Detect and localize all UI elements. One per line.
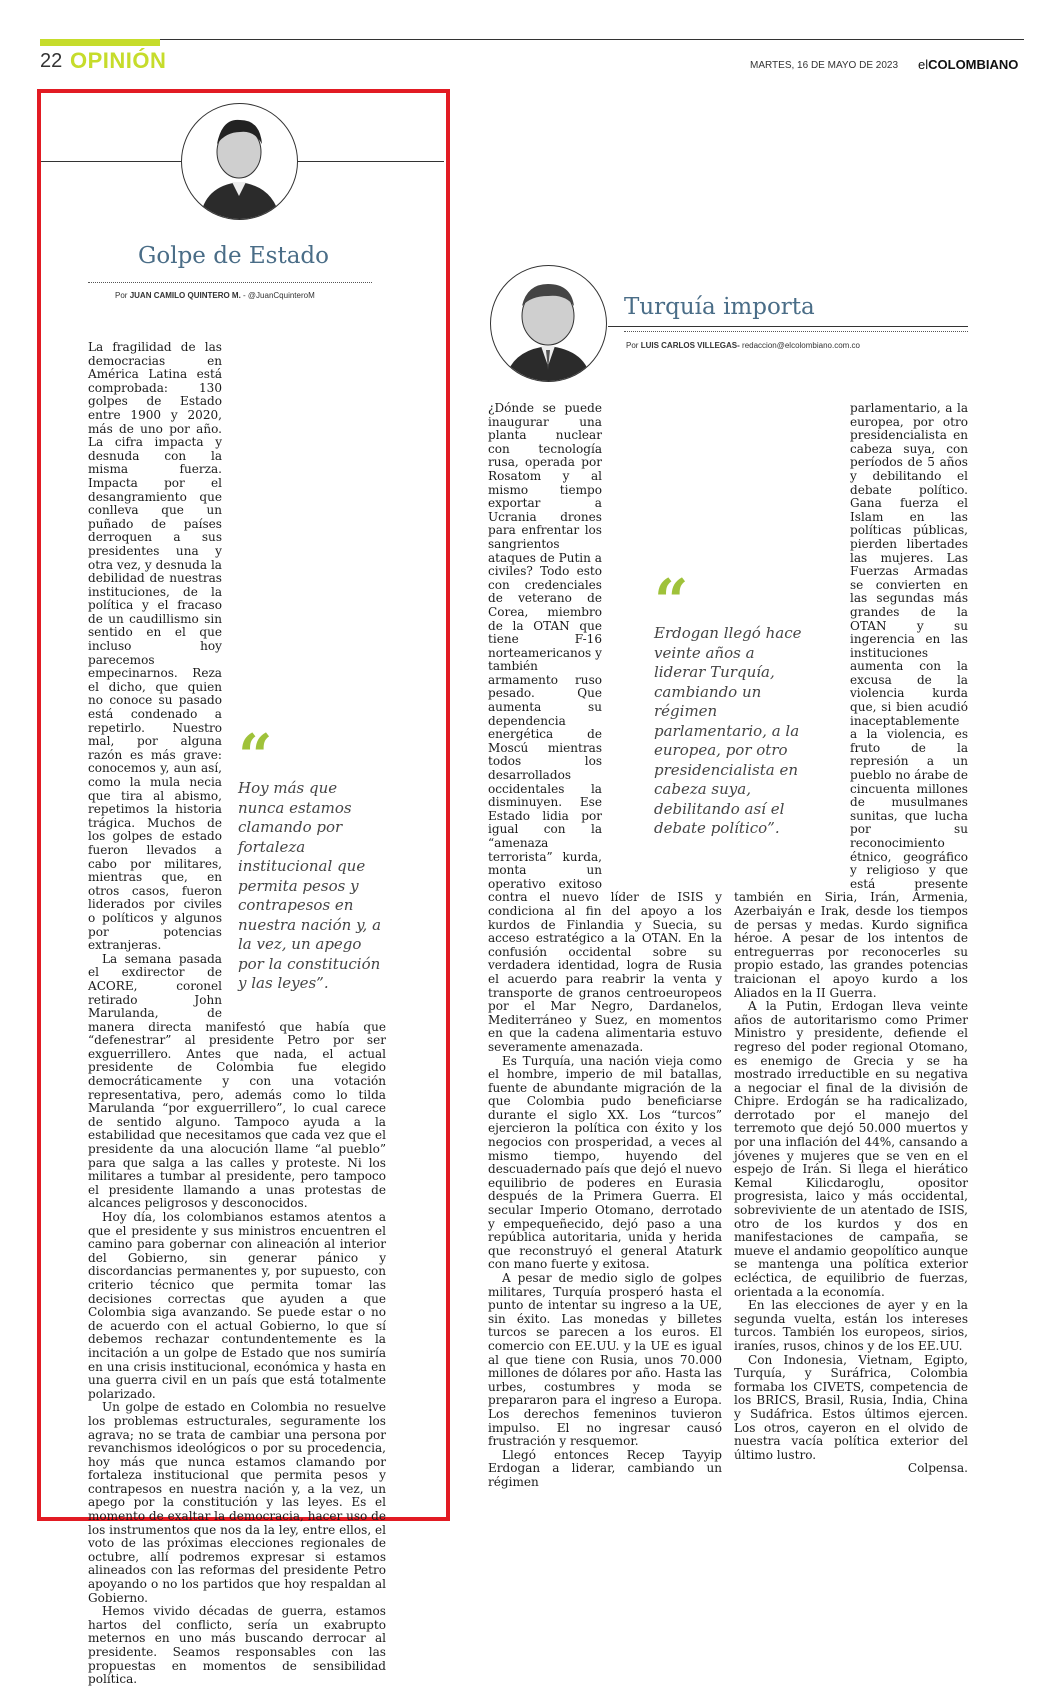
newspaper-logo: [918, 57, 1018, 72]
paragraph: La semana pasada el exdirector de ACORE, coronel retirado John Marulanda, de manera directa manifestó que había que “defenestrar” al presidente Petro por ser exguerrillero. Antes que nada, el actual presidente de Colombia fue elegido democráticamente y con una votación representativa, pero, además como lo tilda Marulanda “por exguerrillero”, lo cual carece de sentido alguno. Tampoco ayuda a la estabilidad que necesitamos que cada vez que el presidente da una alocución llame “al pueblo” para que salga a las calles y proteste. Ni los militares a tumbar al presidente, pero tampoco el presidente llamando a unas protestas de alcances peligrosos y desconocidos.: [88, 951, 386, 1211]
quote-mark-icon: “: [654, 567, 689, 637]
author-name: JUAN CAMILO QUINTERO M.: [129, 291, 241, 300]
section-tab-bar: [40, 39, 160, 46]
page-number: 22: [40, 50, 63, 72]
pull-quote: [238, 722, 388, 994]
author-portrait: [490, 265, 607, 382]
article-column-2: [734, 401, 968, 1476]
byline: [626, 341, 860, 350]
author-handle: - @JuanCquinteroM: [243, 291, 315, 300]
author-email: redaccion@elcolombiano.com.co: [742, 341, 861, 350]
paragraph: En las elecciones de ayer y en la segunda vuelta, están los intereses turcos. También los europeos, sirios, iraníes, rusos, chinos y de los EE.UU.: [734, 1298, 968, 1353]
paragraph: ¿Dónde se puede inaugurar una planta nuclear con tecnología rusa, operada por Rosatom y al mismo tiempo exportar a Ucrania drones para enfrentar los sangrientos ataques de Putin a civiles? Todo esto con credenciales de veterano de Corea, miembro de la OTAN que tiene F-16 norteamericanos y también armamento ruso pesado. Que aumenta su dependencia energética de Moscú mientras todos los desarrollados occidentales la disminuyen. Ese Estado lidia por igual con la “amenaza terrorista” kurda, monta un operativo exitoso contra el nuevo líder de ISIS y condiciona al fin del apoyo a los kurdos de Finlandia y Suecia, su acceso estratégico a la OTAN. En la confusión occidental sobre su verdadera identidad, logra de Rusia el acuerdo para reabrir la venta y transporte de granos centroeuropeos por el Mar Negro, Dardanelos, Mediterráneo y Suez, en momentos en que la cadena alimentaria estuvo severamente amenazada.: [488, 401, 722, 1054]
portrait-illustration: [182, 104, 297, 219]
paragraph: Es Turquía, una nación vieja como el hombre, imperio de mil batallas, fuente de abundante migración de la que Colombia pudo beneficiarse durante el siglo XX. Los “turcos” ejercieron la política con éxito y los negocios con prosperidad, a veces al mismo tiempo, huyendo del descuadernado país que dejó el nuevo equilibrio de poderes en Eurasia después de la Primera Guerra. El secular Imperio Otomano, derrotado y empequeñecido, dejó paso a una república autoritaria, unida y herida que reconstruyó el general Ataturk con mano fuerte y exitosa.: [488, 1053, 722, 1272]
title-rule: [88, 282, 372, 283]
author-name: LUIS CARLOS VILLEGAS-: [640, 341, 740, 350]
paragraph: A la Putin, Erdogan lleva veinte años de autoritarismo como Primer Ministro y presidente, defiende el regreso del poder regional Otomano, es enemigo de Grecia y se ha mostrado irreductible en su negativa a negociar el final de la división de Chipre. Erdogán se ha radicalizado, derrotado por el manejo del terremoto que dejó 50.000 muertos y por una inflación del 44%, cansando a jóvenes y mujeres que se ven en el espejo de Irán. Si llega el hierático Kemal Kilicdaroglu, opositor progresista, laico y más occidental, sobreviviente de un atentado de ISIS, otro de los kurdos y dos en manifestaciones de campaña, se mueve el andamio geopolítico aunque se mantenga una política exterior ecléctica, de equilibrio de fuerzas, orientada a la economía.: [734, 999, 968, 1299]
article-title: Turquía importa: [624, 294, 815, 320]
article-column-1: [488, 401, 722, 1489]
title-rule: [624, 331, 968, 332]
paragraph: Un golpe de estado en Colombia no resuelve los problemas estructurales, seguramente los agrava; no se trata de cambiar una persona por revanchismos ideológicos o por su procedencia, hoy más que nunca estamos clamando por fortaleza institucional que permita pesos y contrapesos en nuestra nación y, a la vez, un apego por la constitución y las leyes. Es el momento de exaltar la democracia, hacer uso de los instrumentos que nos da la ley, entre ellos, el voto de las próximas elecciones regionales de octubre, allí podremos expresar si estamos alineados con las reformas del presidente Petro apoyando o no los partidos que hoy respaldan al Gobierno.: [88, 1400, 386, 1605]
portrait-rule-right: [298, 161, 444, 162]
logo-name: COLOMBIANO: [928, 57, 1019, 72]
portrait-illustration: [491, 266, 606, 381]
pull-quote-text: Hoy más que nunca estamos clamando por fortaleza institucional que permita pesos y contrapesos en nuestra nación y, a la vez, un apego por la constitución y las leyes”.: [238, 779, 382, 992]
paragraph: parlamentario, a la europea, por otro presidencialista en cabeza suya, con períodos de 5 años y debilitando el debate político. Gana fuerza el Islam en las políticas públicas, pierden libertades las mujeres. Las Fuerzas Armadas se convierten en las segundas más grandes de la OTAN y su ingerencia en las instituciones aumenta con la excusa de la violencia kurda que, si bien acudió inaceptablemente a la violencia, es fruto de la represión a un pueblo no árabe de cincuenta millones de musulmanes sunitas, que lucha por su reconocimiento étnico, geográfico y religioso y que está presente también en Siria, Irán, Armenia, Azerbaiyán e Irak, desde los tiempos de persas y medas. Kurdo significa héroe. A pesar de los intentos de entreguerras por reconocerles su propio estado, las grandes potencias traicionan el apoyo kurdo a los Aliados en la II Guerra.: [734, 401, 968, 1000]
paragraph: A pesar de medio siglo de golpes militares, Turquía prosperó hasta el punto de intentar su ingreso a la UE, sin éxito. Las monedas y billetes turcos se parecen a los euros. El comercio con EE.UU. y la UE es igual al que tiene con Rusia, unos 70.000 millones de dólares por año. Hasta las urbes, costumbres y moda se prepararon para el ingreso a Europa. Los derechos femeninos tuvieron impulso. El no ingresar causó frustración y resquemor.: [488, 1271, 722, 1449]
section-title: OPINIÓN: [70, 48, 167, 73]
paragraph: Hemos vivido décadas de guerra, estamos hartos del conflicto, sería un exabrupto meternos en uno más buscando derrocar al presidente. Seamos responsables con las propuestas en momentos de sensibilidad política.: [88, 1604, 386, 1687]
byline-prefix: Por: [626, 341, 639, 350]
pull-quote-text: Erdogan llegó hace veinte años a liderar Turquía, cambiando un régimen parlamentario, a la europea, por otro presidencialista en cabeza suya, debilitando así el debate político”.: [654, 624, 802, 837]
quote-mark-icon: “: [238, 722, 273, 792]
title-rule-top: [608, 326, 968, 327]
header-rule: [40, 39, 1024, 40]
author-portrait: [181, 103, 298, 220]
byline-prefix: Por: [115, 291, 128, 300]
pull-quote: [654, 567, 804, 839]
issue-date: MARTES, 16 DE MAYO DE 2023: [750, 60, 899, 71]
paragraph: La fragilidad de las democracias en América Latina está comprobada: 130 golpes de Estado entre 1900 y 2020, más de uno por año. La cifra impacta y desnuda con la misma fuerza. Impacta por el desangramiento que conlleva que un puñado de países derroquen a sus presidentes una y otra vez, y desnuda la debilidad de nuestras instituciones, de la política y el fracaso de un caudillismo sin sentido en el que incluso hoy parecemos empecinarnos. Reza el dicho, que quien no conoce su pasado está condenado a repetirlo. Nuestro mal, por alguna razón es más grave: conocemos y, aun así, como la mula necia que tira al abismo, repetimos la historia trágica. Muchos de los golpes de estado fueron llevados a cabo por militares, mientras que, en otros casos, fueron liderados por civiles o políticos y algunos por potencias extranjeras.: [88, 340, 222, 953]
logo-prefix: el: [918, 57, 929, 72]
byline: [115, 291, 315, 300]
paragraph: Con Indonesia, Vietnam, Egipto, Turquía, y Suráfrica, Colombia formaba los CIVETS, competencia de los BRICS, Brasil, Rusia, India, China y Sudáfrica. Estos últimos ejercen. Los otros, cayeron en el olvido de nuestra vacía política exterior del último lustro.: [734, 1352, 968, 1462]
paragraph: Llegó entonces Recep Tayyip Erdogan a liderar, cambiando un régimen: [488, 1447, 722, 1489]
paragraph: Hoy día, los colombianos estamos atentos a que el presidente y sus ministros encuentren el camino para gobernar con alineación al interior del Gobierno, sin generar pánico y discordancias permanentes y, por supuesto, con criterio técnico que permita tomar las decisiones correctas que ayuden a que Colombia siga avanzando. Se puede estar o no de acuerdo con el actual Gobierno, lo que sí debemos rechazar contundentemente es la incitación a un golpe de Estado que nos sumiría en una crisis institucional, económica y hasta en una guerra civil en un país que está totalmente polarizado.: [88, 1210, 386, 1401]
signoff: Colpensa.: [907, 1461, 968, 1476]
portrait-rule-left: [41, 161, 181, 162]
article-title: Golpe de Estado: [138, 243, 329, 269]
